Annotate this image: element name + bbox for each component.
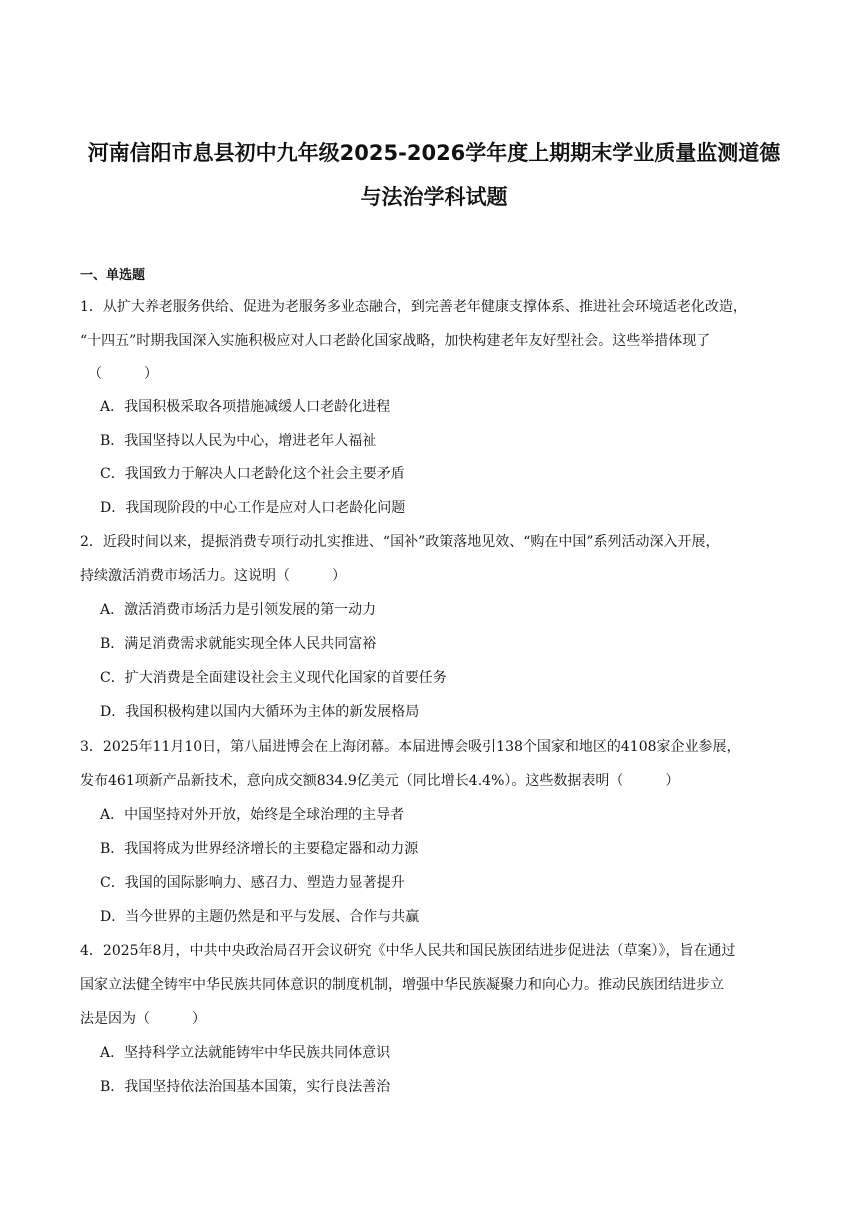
- question-2-option-a: A．激活消费市场活力是引领发展的第一动力: [100, 602, 377, 618]
- question-4-option-b: B．我国坚持依法治国基本国策，实行良法善治: [100, 1079, 391, 1095]
- question-2-option-b: B．满足消费需求就能实现全体人民共同富裕: [100, 636, 377, 652]
- question-3-line-2: 发布461项新产品新技术，意向成交额834.9亿美元（同比增长4.4%）。这些数据表明（ ）: [80, 773, 680, 789]
- question-3-option-b: B．我国将成为世界经济增长的主要稳定器和动力源: [100, 841, 419, 857]
- question-1-answer-blank: （ ）: [88, 366, 158, 382]
- question-4-option-a: A．坚持科学立法就能铸牢中华民族共同体意识: [100, 1045, 391, 1061]
- question-1-option-b: B．我国坚持以人民为中心，增进老年人福祉: [100, 433, 377, 449]
- document-title-line-1: 河南信阳市息县初中九年级2025-2026学年度上期期末学业质量监测道德: [87, 141, 781, 165]
- section-heading: 一、单选题: [80, 268, 146, 283]
- question-4-line-3: 法是因为（ ）: [80, 1011, 206, 1027]
- question-3-option-d: D．当今世界的主题仍然是和平与发展、合作与共赢: [100, 909, 420, 925]
- question-2-line-1: 2．近段时间以来，提振消费专项行动扎实推进、“国补”政策落地见效、“购在中国”系列活动深入开展，: [80, 534, 720, 550]
- question-1-option-d: D．我国现阶段的中心工作是应对人口老龄化问题: [100, 500, 406, 516]
- question-2-line-2: 持续激活消费市场活力。这说明（ ）: [80, 568, 346, 584]
- document-title-line-2: 与法治学科试题: [360, 185, 508, 209]
- question-1-option-c: C．我国致力于解决人口老龄化这个社会主要矛盾: [100, 466, 405, 482]
- question-1-option-a: A．我国积极采取各项措施减缓人口老龄化进程: [100, 399, 391, 415]
- question-4-line-2: 国家立法健全铸牢中华民族共同体意识的制度机制，增强中华民族凝聚力和向心力。推动民族团结进步立: [80, 977, 724, 993]
- question-1-line-1: 1．从扩大养老服务供给、促进为老服务多业态融合，到完善老年健康支撑体系、推进社会环境适老化改造，: [80, 299, 747, 315]
- question-3-line-1: 3．2025年11月10日，第八届进博会在上海闭幕。本届进博会吸引138个国家和地区的4108家企业参展，: [80, 739, 741, 755]
- question-4-line-1: 4．2025年8月，中共中央政治局召开会议研究《中华人民共和国民族团结进步促进法（草案）》，旨在通过: [80, 943, 736, 959]
- question-1-line-2: “十四五”时期我国深入实施积极应对人口老龄化国家战略，加快构建老年友好型社会。这些举措体现了: [80, 333, 711, 349]
- question-2-option-c: C．扩大消费是全面建设社会主义现代化国家的首要任务: [100, 670, 447, 686]
- question-2-option-d: D．我国积极构建以国内大循环为主体的新发展格局: [100, 704, 420, 720]
- question-3-option-c: C．我国的国际影响力、感召力、塑造力显著提升: [100, 875, 405, 891]
- question-3-option-a: A．中国坚持对外开放，始终是全球治理的主导者: [100, 807, 405, 823]
